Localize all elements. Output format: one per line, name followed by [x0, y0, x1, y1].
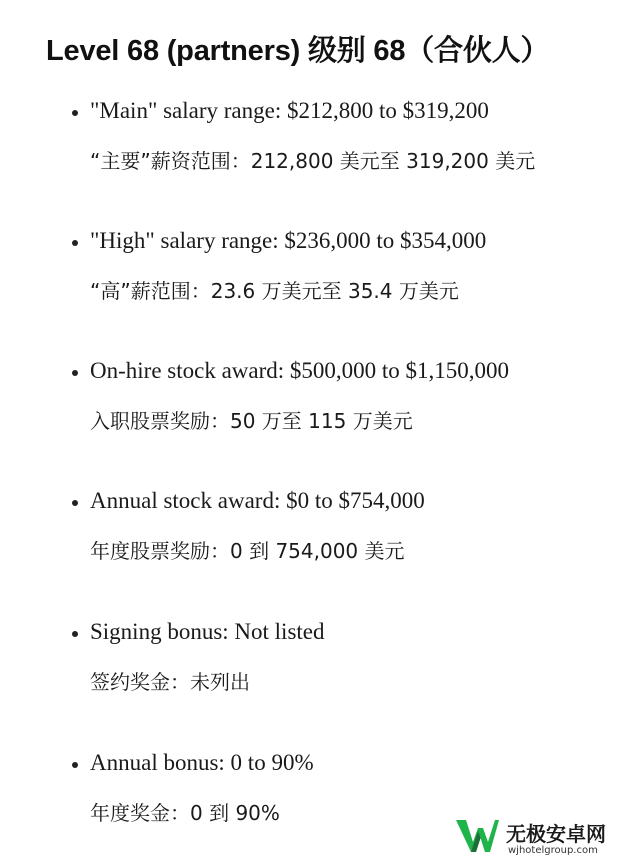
- item-chinese-text: 签约奖金：未列出: [90, 670, 250, 694]
- item-english-text: On-hire stock award: $500,000 to $1,150,000: [90, 358, 510, 383]
- bullet-icon: [72, 762, 78, 768]
- item-chinese-text: 年度奖金：0 到 90%: [90, 801, 280, 825]
- watermark: [452, 812, 632, 860]
- bullet-icon: [72, 500, 78, 506]
- bullet-icon: [72, 370, 78, 376]
- item-english-text: Signing bonus: Not listed: [90, 619, 325, 644]
- item-english-text: "Main" salary range: $212,800 to $319,200: [90, 98, 489, 123]
- bullet-icon: [72, 631, 78, 637]
- watermark-logo-icon: [452, 814, 500, 856]
- item-chinese-text: “高”薪范围：23.6 万美元至 35.4 万美元: [90, 279, 459, 303]
- watermark-url: wjhotelgroup.com: [508, 845, 598, 856]
- item-english-text: Annual bonus: 0 to 90%: [90, 750, 314, 775]
- bullet-icon: [72, 240, 78, 246]
- watermark-name: 无极安卓网: [506, 822, 606, 846]
- page-title: Level 68 (partners) 级别 68（合伙人）: [46, 35, 550, 67]
- item-chinese-text: “主要”薪资范围：212,800 美元至 319,200 美元: [90, 149, 536, 173]
- item-chinese-text: 年度股票奖励：0 到 754,000 美元: [90, 539, 405, 563]
- item-english-text: "High" salary range: $236,000 to $354,000: [90, 228, 487, 253]
- item-english-text: Annual stock award: $0 to $754,000: [90, 488, 425, 513]
- bullet-icon: [72, 110, 78, 116]
- item-chinese-text: 入职股票奖励：50 万至 115 万美元: [90, 409, 413, 433]
